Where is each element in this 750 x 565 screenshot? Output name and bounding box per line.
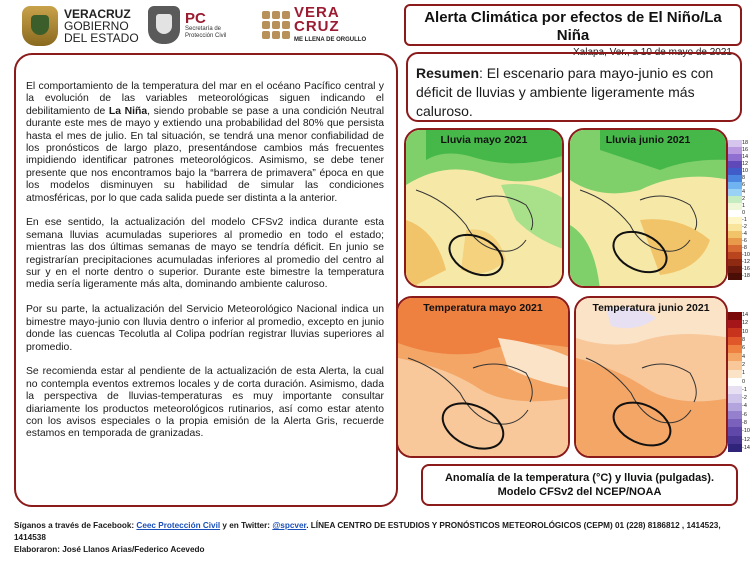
colorbar-tick-label: -16 <box>742 266 750 272</box>
colorbar-swatch <box>728 182 742 189</box>
colorbar-swatch <box>728 403 742 411</box>
colorbar-swatch <box>728 386 742 394</box>
colorbar-swatch <box>728 140 742 147</box>
colorbar-swatch <box>728 353 742 361</box>
summary-text: : El escenario para mayo-junio es con déficit de lluvias y ambiente ligeramente más caluroso. <box>416 65 714 119</box>
temp-may-map <box>396 296 570 458</box>
colorbar-swatch <box>728 320 742 328</box>
maps-caption <box>421 464 738 506</box>
colorbar-swatch <box>728 217 742 224</box>
twitter-link[interactable]: @spcver <box>272 521 307 530</box>
colorbar-swatch <box>728 361 742 369</box>
colorbar-swatch <box>728 370 742 378</box>
colorbar-tick-label: 14 <box>742 312 749 318</box>
colorbar-tick-label: -6 <box>742 238 747 244</box>
colorbar-swatch <box>728 419 742 427</box>
colorbar-tick-label: 4 <box>742 353 746 360</box>
body-paragraph-2: En ese sentido, la actualización del modelo CFSv2 indica durante esta semana lluvias acumuladas superiores al promedio en todo el estado; mientras las dos últimas semanas de mayo se tendría déficit. En junio se registrarían precipitaciones acumuladas inferiores al promedio del centro al sur y en el norte dentro o superior. Durante este bimestre la temperatura media sería ligeramente más alta, dominando ambiente caluroso. <box>26 217 384 291</box>
temp-june-title: Temperatura junio 2021 <box>592 302 710 314</box>
colorbar-swatch <box>728 378 742 386</box>
footer-line-1 <box>14 520 744 544</box>
colorbar-swatch <box>728 154 742 161</box>
colorbar-tick-label: -12 <box>742 436 750 443</box>
temp-june-map-image <box>576 298 728 458</box>
colorbar-tick-label: 10 <box>742 168 749 174</box>
body-p1-before: El comportamiento de la temperatura del mar en el océano Pacífico central y la evolución de las variables meteorológicas siguen indicando el debilitamiento de <box>26 81 384 117</box>
colorbar-tick-label: 16 <box>742 147 749 153</box>
colorbar-tick-label: -2 <box>742 395 747 402</box>
vera-cruz-orgullo-logo <box>262 6 366 44</box>
colorbar-labels <box>742 312 750 452</box>
rain-may-map <box>404 128 564 288</box>
body-paragraph-3: Por su parte, la actualización del Servicio Meteorológico Nacional indica un bimestre mayo-junio con lluvia dentro o inferior al promedio, excepto en junio donde las cuencas Tecolutla al Colipa podrían registrar lluvias superiores al promedio. <box>26 304 384 353</box>
vc-logo-line1: VERA <box>294 4 340 21</box>
colorbar-swatch <box>728 147 742 154</box>
footer-twitter-prefix: y en Twitter: <box>220 521 273 530</box>
colorbar-tick-label: -12 <box>742 259 750 265</box>
colorbar-swatch <box>728 224 742 231</box>
shield-icon <box>148 6 180 44</box>
page-title: Alerta Climática por efectos de El Niño/La Niña <box>424 9 722 44</box>
colorbar-tick-label: -2 <box>742 224 747 230</box>
colorbar-swatch <box>728 259 742 266</box>
caption-line-2: Modelo CFSv2 del NCEP/NOAA <box>497 486 662 498</box>
colorbar-tick-label: -10 <box>742 252 750 258</box>
footer <box>14 520 744 556</box>
colorbar-tick-label: 12 <box>742 161 749 167</box>
caption-line-1: Anomalía de la temperatura (°C) y lluvia (pulgadas). <box>444 472 715 484</box>
colorbar-tick-label: -1 <box>742 217 747 223</box>
pc-logo-title: PC <box>185 9 206 27</box>
summary-box <box>406 52 742 122</box>
facebook-link[interactable]: Ceec Protección Civil <box>136 521 221 530</box>
colorbar-swatch <box>728 231 742 238</box>
veracruz-seal-icon <box>22 6 58 46</box>
colorbar-tick-label: 4 <box>742 189 746 195</box>
colorbar-tick-label: -1 <box>742 386 747 393</box>
colorbar-tick-label: -8 <box>742 420 747 427</box>
colorbar-tick-label: -8 <box>742 245 747 251</box>
rain-may-map-image <box>406 130 564 288</box>
colorbar-tick-label: -4 <box>742 231 747 237</box>
colorbar-tick-label: 12 <box>742 320 749 327</box>
rain-june-title: Lluvia junio 2021 <box>605 134 691 146</box>
vc-logo-line2: CRUZ <box>294 18 340 35</box>
rain-may-title: Lluvia mayo 2021 <box>440 134 528 146</box>
pc-logo-sub2: Protección Civil <box>185 32 227 39</box>
footer-facebook-prefix: Síganos a través de Facebook: <box>14 521 137 530</box>
colorbar-tick-label: -10 <box>742 428 750 435</box>
colorbar-tick-label: 6 <box>742 345 746 352</box>
colorbar-swatch <box>728 196 742 203</box>
body-text-box <box>14 53 398 507</box>
temp-june-map <box>574 296 728 458</box>
colorbar-tick-label: -18 <box>742 273 750 279</box>
pattern-icon <box>262 11 290 39</box>
body-p1-bold: La Niña <box>108 105 148 117</box>
body-p1-after: , siendo probable se pase a una condición Neutral durante este mes de mayo y extiendo una probabilidad del 80% que persista hasta el mes de julio. En tal situación, se tendrá una menor confiabilidad de los pronósticos de largo plazo, presentándose cambios más frecuentes impidiendo identificar patrones meteorológicos. Asimismo, se debe tener presente que nos encontramos bajo la “barrera de primavera” época en que los modelos disminuyen su habilidad de simular las condiciones atmosféricas, por lo que cada salida puede ser distinta a la anterior. <box>26 105 385 204</box>
colorbar-tick-label: 0 <box>742 210 746 216</box>
summary-label: Resumen <box>416 65 480 81</box>
colorbar-swatch <box>728 266 742 273</box>
colorbar-swatch <box>728 210 742 217</box>
colorbar-tick-label: 10 <box>742 328 749 335</box>
colorbar-swatch <box>728 252 742 259</box>
colorbar-swatch <box>728 238 742 245</box>
colorbar-swatch <box>728 175 742 182</box>
footer-contact: . LÍNEA CENTRO DE ESTUDIOS Y PRONÓSTICOS METEOROLÓGICOS (CEPM) 01 (228) 8186812 , 1414523, 1414538 <box>14 521 721 542</box>
colorbar-tick-label: 1 <box>742 203 746 209</box>
colorbar-tick-label: 8 <box>742 336 746 343</box>
colorbar-tick-label: 6 <box>742 182 746 188</box>
title-box <box>404 4 742 58</box>
rain-june-map <box>568 128 728 288</box>
colorbar-tick-label: 1 <box>742 370 746 377</box>
colorbar-swatch <box>728 427 742 435</box>
body-paragraph-1 <box>26 81 384 205</box>
body-paragraph-4: Se recomienda estar al pendiente de la actualización de esta Alerta, la cual no contempla eventos extremos locales y de corta duración. Asimismo, dada la perspectiva de lluvias-temperaturas es muy importante consultar diariamente los productos meteorológicos rutinarios, así como estar atento con los avisos especiales o la propia emisión de la Alerta Gris, recuerde estamos en temporada de granizadas. <box>26 366 384 440</box>
colorbar-swatch <box>728 411 742 419</box>
colorbar-tick-label: 18 <box>742 140 749 146</box>
temp-may-map-image <box>398 298 570 458</box>
colorbar-swatch <box>728 189 742 196</box>
proteccion-civil-logo <box>148 6 226 44</box>
rain-june-map-image <box>570 130 728 288</box>
colorbar-swatch <box>728 168 742 175</box>
colorbar-tick-label: 8 <box>742 175 746 181</box>
vc-logo-tagline: ME LLENA DE ORGULLO <box>294 37 367 43</box>
issue-date: Xalapa, Ver., a 10 de mayo de 2021 <box>572 47 732 58</box>
logo-veracruz-line3: DEL ESTADO <box>64 31 139 45</box>
colorbar-swatch <box>728 161 742 168</box>
colorbar-swatch <box>728 312 742 320</box>
colorbar-tick-label: 2 <box>742 361 746 368</box>
colorbar-tick-label: -14 <box>742 445 750 451</box>
logo-veracruz-line2: GOBIERNO <box>64 19 129 33</box>
colorbar-swatch <box>728 436 742 444</box>
colorbar-tick-label: 14 <box>742 154 749 160</box>
temp-colorbar <box>728 312 742 452</box>
colorbar-swatch <box>728 345 742 353</box>
rain-colorbar <box>728 140 742 280</box>
colorbar-swatch <box>728 245 742 252</box>
colorbar-labels <box>742 140 750 280</box>
colorbar-swatch <box>728 444 742 452</box>
logo-veracruz-line1: VERACRUZ <box>64 7 131 21</box>
colorbar-swatch <box>728 273 742 280</box>
colorbar-swatch <box>728 394 742 402</box>
colorbar-tick-label: 0 <box>742 378 746 385</box>
footer-line-2: Elaboraron: José Llanos Arias/Federico Acevedo <box>14 545 205 554</box>
colorbar-swatch <box>728 203 742 210</box>
colorbar-swatch <box>728 337 742 345</box>
pc-logo-sub1: Secretaría de <box>185 25 222 32</box>
colorbar-tick-label: 2 <box>742 196 746 202</box>
veracruz-gobierno-logo <box>22 6 139 46</box>
colorbar-swatch <box>728 328 742 336</box>
colorbar-tick-label: -4 <box>742 403 747 410</box>
temp-may-title: Temperatura mayo 2021 <box>423 302 543 314</box>
colorbar-tick-label: -6 <box>742 411 747 418</box>
